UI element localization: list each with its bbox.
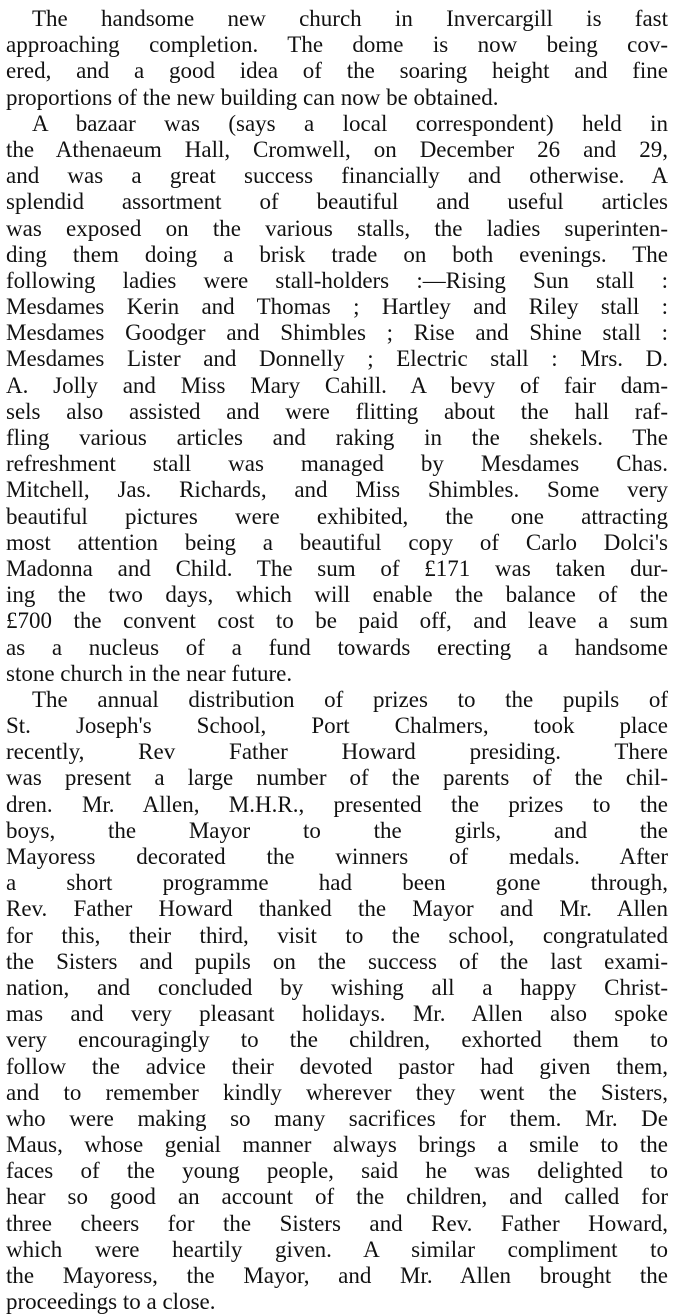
text-line: the Athenaeum Hall, Cromwell, on December 26 and 29, <box>6 136 668 162</box>
text-line: refreshment stall was managed by Mesdames Chas. <box>6 451 668 477</box>
text-line: recently, Rev Father Howard presiding. There <box>6 739 668 765</box>
text-line: following ladies were stall-holders :—Rising Sun stall : <box>6 267 668 293</box>
text-line: proceedings to a close. <box>6 1289 216 1315</box>
text-line: splendid assortment of beautiful and useful articles <box>6 189 668 215</box>
text-line: fling various articles and raking in the shekels. The <box>6 425 668 450</box>
text-line: ing the two days, which will enable the balance of the <box>6 582 668 608</box>
text-line: ding them doing a brisk trade on both evenings. The <box>6 241 668 267</box>
text-line: approaching completion. The dome is now being cov- <box>6 32 668 58</box>
text-line: ered, and a good idea of the soaring height and fine <box>6 58 668 84</box>
text-line: as a nucleus of a fund towards erecting a handsome <box>6 634 668 660</box>
text-line: faces of the young people, said he was delighted to <box>6 1158 668 1184</box>
text-line: proportions of the new building can now be obtained. <box>6 84 499 110</box>
text-line: The handsome new church in Invercargill is fast <box>32 6 668 31</box>
text-line: a short programme had been gone through, <box>6 870 668 896</box>
text-line: for this, their third, visit to the school, congratulated <box>6 922 668 948</box>
text-line: which were heartily given. A similar compliment to <box>6 1236 668 1262</box>
text-line: was present a large number of the parents of the chil- <box>6 765 668 791</box>
text-line: Mitchell, Jas. Richards, and Miss Shimbles. Some very <box>6 477 668 503</box>
text-line: The annual distribution of prizes to the pupils of <box>32 686 668 712</box>
text-line: £700 the convent cost to be paid off, and leave a sum <box>6 608 668 634</box>
text-line: and to remember kindly wherever they went the Sisters, <box>6 1079 668 1105</box>
paragraph-cromwell-bazaar <box>6 111 668 687</box>
text-line: Maus, whose genial manner always brings a smile to the <box>6 1132 668 1158</box>
text-line: Mesdames Goodger and Shimbles ; Rise and Shine stall : <box>6 320 668 346</box>
text-line: A bazaar was (says a local correspondent) held in <box>32 110 668 136</box>
text-line: A. Jolly and Miss Mary Cahill. A bevy of fair dam- <box>6 372 668 398</box>
text-line: boys, the Mayor to the girls, and the <box>6 817 668 843</box>
text-line: mas and very pleasant holidays. Mr. Allen also spoke <box>6 1001 668 1027</box>
text-line: very encouragingly to the children, exhorted them to <box>6 1027 668 1053</box>
text-line: most attention being a beautiful copy of Carlo Dolci's <box>6 529 668 555</box>
text-line: hear so good an account of the children, and called for <box>6 1184 668 1210</box>
text-line: dren. Mr. Allen, M.H.R., presented the prizes to the <box>6 791 668 817</box>
paragraph-port-chalmers-prizes <box>6 687 668 1315</box>
text-line: nation, and concluded by wishing all a happy Christ- <box>6 974 668 1000</box>
text-line: who were making so many sacrifices for them. Mr. De <box>6 1105 668 1131</box>
text-line: three cheers for the Sisters and Rev. Father Howard, <box>6 1210 668 1236</box>
text-line: beautiful pictures were exhibited, the one attracting <box>6 503 668 529</box>
text-line: Madonna and Child. The sum of £171 was taken dur- <box>6 555 668 581</box>
text-line: stone church in the near future. <box>6 660 293 686</box>
text-line: the Mayoress, the Mayor, and Mr. Allen brought the <box>6 1263 668 1288</box>
text-line: Mesdames Kerin and Thomas ; Hartley and Riley stall : <box>6 294 668 320</box>
text-line: St. Joseph's School, Port Chalmers, took place <box>6 713 668 739</box>
text-line: follow the advice their devoted pastor had given them, <box>6 1053 668 1079</box>
text-line: the Sisters and pupils on the success of the last exami- <box>6 948 668 974</box>
text-line: was exposed on the various stalls, the ladies superinten- <box>6 215 668 241</box>
text-line: Rev. Father Howard thanked the Mayor and Mr. Allen <box>6 896 668 922</box>
text-line: Mayoress decorated the winners of medals. After <box>6 844 668 869</box>
text-line: sels also assisted and were flitting about the hall raf- <box>6 398 668 424</box>
text-line: Mesdames Lister and Donnelly ; Electric stall : Mrs. D. <box>6 346 668 372</box>
paragraph-invercargill-church <box>6 6 668 111</box>
text-line: and was a great success financially and otherwise. A <box>6 163 668 189</box>
